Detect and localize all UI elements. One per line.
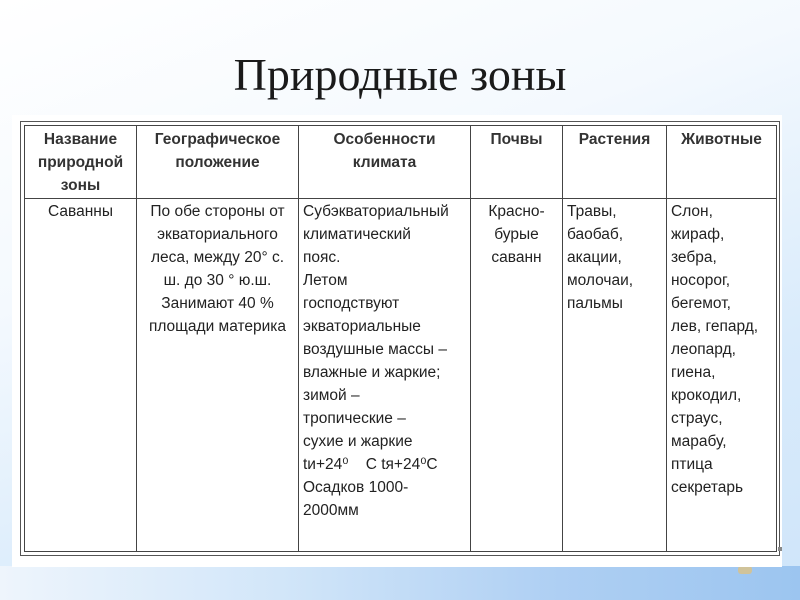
slide-title: Природные зоны: [233, 49, 567, 100]
cell-animals: Слон, жираф, зебра, носорог, бегемот, лев, гепард, леопард, гиена, крокодил, страус, марабу, птица секретарь: [667, 199, 777, 552]
cell-plants: Травы, баобаб, акации, молочаи, пальмы: [563, 199, 667, 552]
corner-mark: [778, 547, 782, 551]
cell-zone: Саванны: [25, 199, 137, 552]
natural-zones-table: [24, 125, 777, 552]
table-header-row: [25, 126, 777, 199]
bottom-gradient-band: [0, 566, 800, 600]
cell-soils: Красно- бурые саванн: [471, 199, 563, 552]
cell-climate: Субэкваториальный климатический пояс. Летом господствуют экваториальные воздушные массы – влажные и жаркие; зимой – тропические – сухие и жаркие tи+24⁰ С tя+24⁰С Осадков 1000- 2000мм: [299, 199, 471, 552]
header-plants: Растения: [563, 126, 667, 199]
decorative-glare: [738, 566, 752, 574]
header-animals: Животные: [667, 126, 777, 199]
header-soils: Почвы: [471, 126, 563, 199]
header-zone-name: Название природной зоны: [25, 126, 137, 199]
cell-position: По обе стороны от экваториального леса, между 20° с. ш. до 30 ° ю.ш. Занимают 40 % площади материка: [137, 199, 299, 552]
header-climate: Особенности климата: [299, 126, 471, 199]
table-row: [25, 199, 777, 552]
header-geographic-position: Географическое положение: [137, 126, 299, 199]
